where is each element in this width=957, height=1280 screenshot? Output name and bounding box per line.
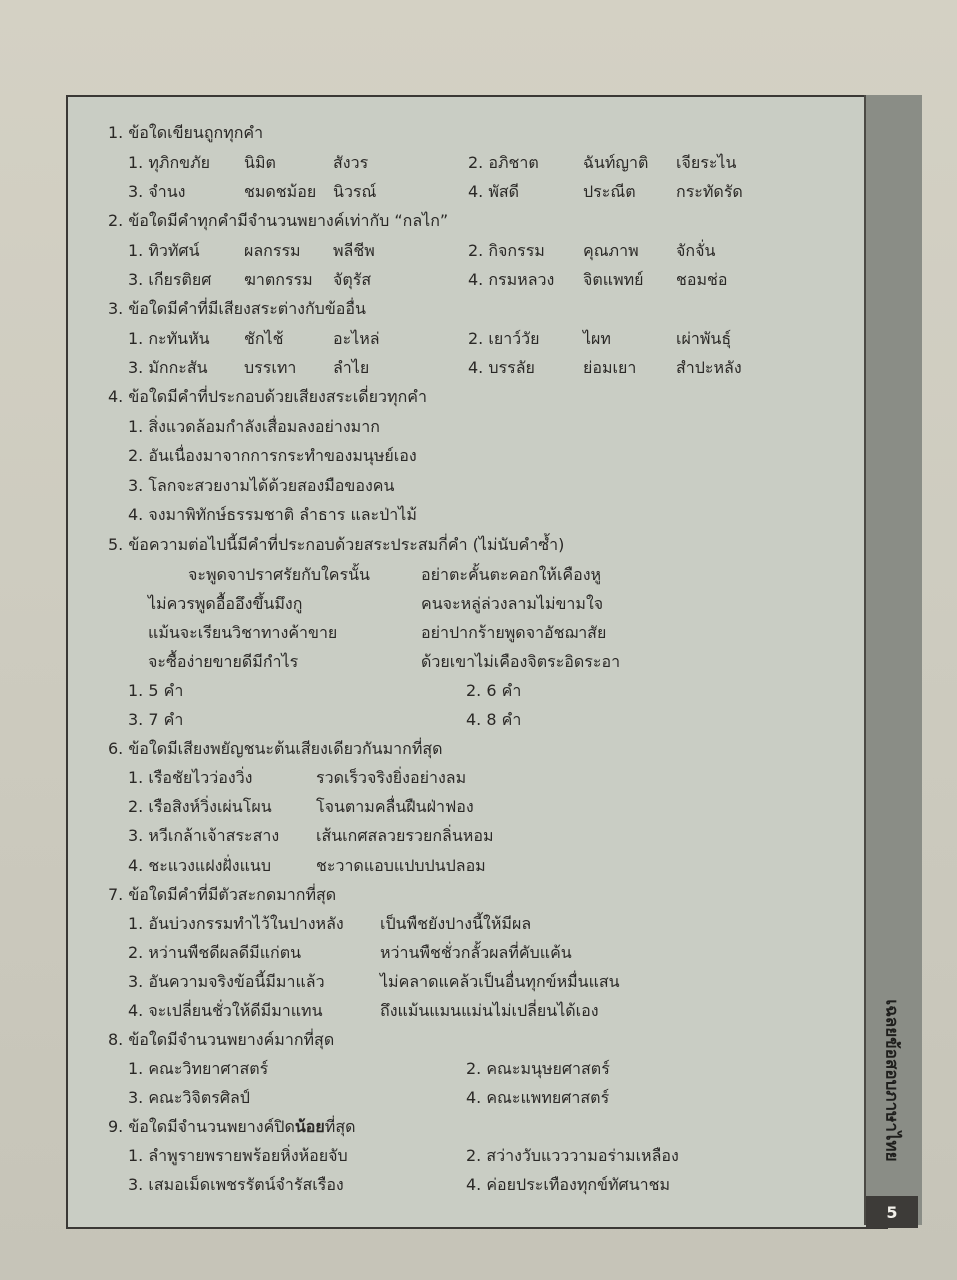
choice-word: ลำไย	[333, 358, 370, 377]
choice: 1. ทิวทัศน์	[128, 241, 200, 260]
choice: 4. ค่อยประเทืองทุกข์ทัศนาชม	[466, 1175, 671, 1194]
poem-line: จะซื้อง่ายขายดีมีกำไร	[148, 652, 299, 671]
choice: 1. ทุภิกขภัย	[128, 153, 210, 172]
question-9-text: 9. ข้อใดมีจำนวนพยางค์ปิด	[108, 1117, 295, 1136]
choice: 2. หว่านพืชดีผลดีมีแก่ตน	[128, 943, 302, 962]
choice: 2. สว่างวับแวววามอร่ามเหลือง	[466, 1146, 679, 1165]
choice: 3. อันความจริงข้อนี้มีมาแล้ว	[128, 972, 325, 991]
choice: 4. จงมาพิทักษ์ธรรมชาติ ลำธาร และป่าไม้	[128, 505, 417, 524]
poem-line: คนจะหลู่ล่วงลามไม่ขามใจ	[421, 594, 604, 613]
choice-word: ไผท	[583, 329, 611, 348]
choice-word: นิมิต	[244, 153, 276, 172]
choice: 1. 5 คำ	[128, 681, 184, 700]
choice: 3. คณะวิจิตรศิลป์	[128, 1088, 250, 1107]
choice: 2. เยาว์วัย	[468, 329, 540, 348]
choice-word: คุณภาพ	[583, 241, 639, 260]
question-6: 6. ข้อใดมีเสียงพยัญชนะต้นเสียงเดียวกันมากที่สุด	[108, 739, 443, 758]
choice-word: ประณีต	[583, 182, 636, 201]
choice: 4. บรรลัย	[468, 358, 535, 377]
question-3: 3. ข้อใดมีคำที่มีเสียงสระต่างกับข้ออื่น	[108, 299, 366, 318]
choice-word: ผลกรรม	[244, 241, 301, 260]
choice: 2. 6 คำ	[466, 681, 522, 700]
question-9-text-end: ที่สุด	[324, 1117, 356, 1136]
choice: 3. มักกะสัน	[128, 358, 208, 377]
question-9	[108, 1117, 355, 1137]
choice-word: ชอมช่อ	[676, 270, 728, 289]
choice: 1. อันบ่วงกรรมทำไว้ในปางหลัง	[128, 914, 344, 933]
choice-word: ฉันท์ญาติ	[583, 153, 649, 172]
choice: 4. จะเปลี่ยนชั่วให้ดีมีมาแทน	[128, 1001, 323, 1020]
choice-line: เป็นพืชยังปางนี้ให้มีผล	[380, 914, 532, 933]
page-number: 5	[866, 1196, 918, 1228]
poem-line: อย่าปากร้ายพูดจาอัชฌาสัย	[421, 623, 607, 642]
choice-word: ย่อมเยา	[583, 358, 637, 377]
choice-line: ไม่คลาดแคล้วเป็นอื่นทุกข์หมื่นแสน	[380, 972, 620, 991]
choice-line: รวดเร็วจริงยิ่งอย่างลม	[316, 768, 467, 787]
choice-word: สำปะหลัง	[676, 358, 742, 377]
question-4: 4. ข้อใดมีคำที่ประกอบด้วยเสียงสระเดี่ยวทุกคำ	[108, 387, 427, 406]
choice-line: ถึงแม้นแมนแม่นไม่เปลี่ยนได้เอง	[380, 1001, 599, 1020]
choice-line: ชะวาดแอบแปบปนปลอม	[316, 856, 486, 875]
choice: 2. เรือสิงห์วิ่งเผ่นโผน	[128, 797, 272, 816]
choice: 2. กิจกรรม	[468, 241, 545, 260]
choice: 2. คณะมนุษยศาสตร์	[466, 1059, 610, 1078]
choice: 3. จำนง	[128, 182, 186, 201]
choice: 1. คณะวิทยาศาสตร์	[128, 1059, 269, 1078]
choice: 3. เสมอเม็ดเพชรรัตน์จำรัสเรือง	[128, 1175, 344, 1194]
side-title-text: เฉลยข้อสอบภาษาไทย	[881, 998, 902, 1162]
choice: 4. ชะแวงแฝงฝั่งแนบ	[128, 856, 272, 875]
choice-word: บรรเทา	[244, 358, 297, 377]
choice-word: จัตุรัส	[333, 270, 372, 289]
choice-word: จิตแพทย์	[583, 270, 644, 289]
emphasis: น้อย	[294, 1117, 325, 1136]
choice: 3. 7 คำ	[128, 710, 184, 729]
choice-word: นิวรณ์	[333, 182, 377, 201]
choice-word: พลีชีพ	[333, 241, 375, 260]
choice-word: จักจั่น	[676, 241, 716, 260]
poem-line: ด้วยเขาไม่เคืองจิตระอิดระอา	[421, 652, 621, 671]
choice: 4. คณะแพทยศาสตร์	[466, 1088, 610, 1107]
poem-line: แม้นจะเรียนวิชาทางค้าขาย	[148, 623, 338, 642]
choice-word: เผ่าพันธุ์	[676, 329, 732, 348]
question-1: 1. ข้อใดเขียนถูกทุกคำ	[108, 123, 264, 142]
choice-line: หว่านพืชชั่วกลั้วผลที่คับแค้น	[380, 943, 572, 962]
choice: 1. กะทันหัน	[128, 329, 210, 348]
choice-word: สังวร	[333, 153, 369, 172]
choice-word: เจียระไน	[676, 153, 737, 172]
choice-line: โจนตามคลื่นฝืนฝ่าฟอง	[316, 797, 474, 816]
choice-word: กระทัดรัด	[676, 182, 743, 201]
choice: 4. พัสดี	[468, 182, 520, 201]
poem-line: ไม่ควรพูดอื้ออึงขึ้นมึงกู	[148, 594, 303, 613]
choice: 4. กรมหลวง	[468, 270, 555, 289]
choice: 2. อภิชาต	[468, 153, 539, 172]
choice-word: ฆาตกรรม	[244, 270, 313, 289]
choice: 4. 8 คำ	[466, 710, 522, 729]
choice-word: ชมดชม้อย	[244, 182, 317, 201]
question-5: 5. ข้อความต่อไปนี้มีคำที่ประกอบด้วยสระประสมกี่คำ (ไม่นับคำซ้ำ)	[108, 535, 565, 554]
question-7: 7. ข้อใดมีคำที่มีตัวสะกดมากที่สุด	[108, 885, 337, 904]
question-2: 2. ข้อใดมีคำทุกคำมีจำนวนพยางค์เท่ากับ “กลไก”	[108, 211, 449, 230]
choice-line: เส้นเกศสลวยรวยกลิ่นหอม	[316, 826, 494, 845]
choice: 2. อันเนื่องมาจากการกระทำของมนุษย์เอง	[128, 446, 417, 465]
poem-line: อย่าตะคั้นตะคอกให้เคืองหู	[421, 565, 602, 584]
question-8: 8. ข้อใดมีจำนวนพยางค์มากที่สุด	[108, 1030, 335, 1049]
choice: 1. สิ่งแวดล้อมกำลังเสื่อมลงอย่างมาก	[128, 417, 380, 436]
choice: 3. เกียรติยศ	[128, 270, 212, 289]
choice: 1. เรือชัยไวว่องวิ่ง	[128, 768, 253, 787]
choice-word: อะไหล่	[333, 329, 380, 348]
choice: 1. ลำพูรายพรายพร้อยหิ่งห้อยจับ	[128, 1146, 348, 1165]
choice-word: ชักไช้	[244, 329, 284, 348]
choice: 3. โลกจะสวยงามได้ด้วยสองมือของคน	[128, 476, 395, 495]
poem-line: จะพูดจาปราศรัยกับใครนั้น	[188, 565, 370, 584]
choice: 3. หวีเกล้าเจ้าสระสาง	[128, 826, 280, 845]
